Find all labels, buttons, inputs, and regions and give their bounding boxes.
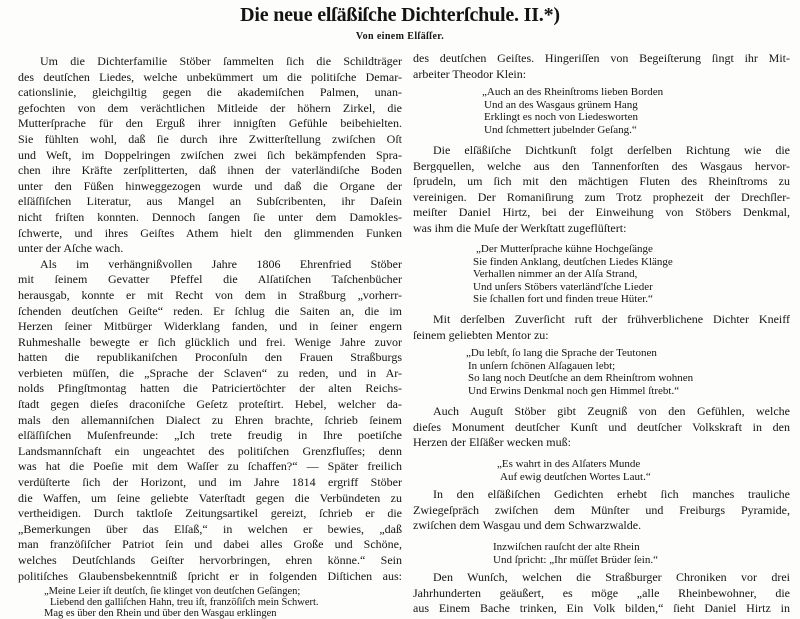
text-line: verdüſterte ſich der Horizont, und im Jahre 1814 ergriff Stöber [18,475,402,490]
verse-line: Mag es über den Rhein und über den Wasgau erklingen [44,608,277,619]
text-line: ſchenden deutſchen Geiſte“ reden. Er ſchlug die Saiten an, die im [18,303,402,318]
text-line: des deutſchen Geiſtes. Hingeriſſen von Begeiſterung ſingt ihr Mit- [413,51,790,65]
verse-line: Sie ſchallen fort und finden treue Hüter.“ [473,293,653,306]
left-column [18,54,402,584]
verse-line: Sie finden Anklang, deutſchen Liedes Klänge [473,255,673,268]
text-line: meiſter Daniel Hirtz, bei der Einweihung von Stöbers Denkmal, [413,205,790,220]
verse-block [482,86,663,136]
verse-line: So lang noch Deutſche an dem Rheinſtrom wohnen [468,372,694,385]
article-byline: Von einem Elſäſſer. [355,31,445,42]
verse-line: „Du lebſt, ſo lang die Sprache der Teutonen [466,347,657,359]
text-line: was hat die Poeſie mit dem Waſſer zu ſchaffen?“ — Später freilich [18,459,402,474]
text-line: dieſes Monument deutſcher Kunſt und deutſcher Volkskraft in den [413,419,790,434]
text-line: ſchwerte, und ihres Geiſtes Athem hielt den glimmenden Funken [18,225,402,240]
text-line: Herzen der Elſäßer wecken muß: [413,435,571,450]
text-line: Herzen ſeiner Mitbürger Widerklang fanden, und in ſeiner engern [18,319,402,334]
verse-line: Und unſers Stöbers vaterländ'ſche Lieder [473,280,653,293]
verse-line: Auf ewig deutſchen Wortes Laut.“ [500,470,651,483]
text-line: arbeiter Theodor Klein: [413,66,527,81]
verse-line: Liebend den galliſchen Hahn, treu iſt, franzöſiſch mein Schwert. [50,597,319,608]
text-line: Als im verhängnißvollen Jahre 1806 Ehrenfried Stöber [40,256,402,271]
verse-line: In unſern ſchönen Alſagauen lebt; [468,359,616,372]
text-line: Zwiegeſpräch zwiſchen dem Münſter und Freiburgs Pyramide, [413,502,790,517]
verse-block [466,347,693,397]
paragraph [413,312,790,343]
text-line: Den Wunſch, welchen die Straßburger Chroniken vor drei [433,570,790,584]
text-line: aus Einem Bache trinken, Ein Volk bilden,“ ſieht Daniel Hirtz in [413,601,790,616]
verse-line: „Auch an des Rheinſtroms lieben Borden [482,86,664,98]
text-line: chen ihre Kräfte zerſplitterten, daß ihnen der vaterländiſche Boden [18,163,402,178]
text-line: unter der Aſche wach. [18,241,124,256]
verse-block [493,541,658,566]
verse-block [497,458,651,483]
verse-block [473,243,673,306]
article-title: Die neue elſäßiſche Dichterſchule. II.*) [240,4,560,26]
verse-line: „Der Mutterſprache kühne Hochgeſänge [476,243,653,255]
text-line: Bergquellen, welche aus den Tannenforſten des Wasgaus hervor- [413,158,790,173]
text-line: vereinigen. Der Romaniſirung zum Trotz prophezeit der Drechſler- [413,189,790,204]
text-line: herausgab, konnte er mit Recht von dem in Straßburg „vorherr- [18,287,402,302]
text-line: mals den allemanniſchen Dialect zu Ehren brachte, ſchrieb ſeinem [18,412,402,427]
text-line: Mit derſelben Zuverſicht ruft der frühverblichene Dichter Kneiff [433,312,790,326]
verse-line: Erklingt es noch von Liedesworten [484,111,638,124]
text-line: Landsmannſchaft ein ungeachtet des politiſchen Grenzfluſſes; denn [18,443,402,458]
text-line: Sie fühlten wohl, daß ſie durch ihre Zwitterſtellung zwiſchen Oſt [18,131,402,146]
text-line: politiſches Glaubensbekenntniß ſpricht er in folgenden Diſtichen aus: [18,568,402,583]
verse-line: Inzwiſchen rauſcht der alte Rhein [493,541,640,553]
verse-line: Und ſchmettert jubelnder Geſang.“ [484,123,637,136]
text-line: was ihm die Muſe der Werkſtatt zugeflüſtert: [413,220,627,235]
text-line: verbieten müſſen, die „Sprache der Sclaven“ zu reden, und in Ar- [18,365,402,380]
paragraph [413,51,790,82]
text-line: Jahrhunderten geäußert, es möge „alle Rheinbewohner, die [413,585,790,600]
text-line: Auch Auguſt Stöber gibt Zeugniß von den Gefühlen, welche [433,404,790,418]
text-line: Ruhmeshalle bewegte er ſich glücklich und frei. Wenige Jahre zuvor [18,334,402,349]
paragraph [18,257,402,584]
text-line: des deutſchen Liedes, welche unbekümmert um die politiſche Demar- [18,69,402,84]
text-line: nicht friſten konnten. Dennoch ſangen ſie unter dem Damokles- [18,209,402,224]
paragraph [413,487,790,534]
verse-block [44,586,319,619]
verse-line: Und Erwins Denkmal noch gen Himmel ſtrebt.“ [468,384,680,397]
text-line: ſeinem geliebten Mentor zu: [413,327,549,342]
text-line: die Waffen, um ſeine geliebte Vaterſtadt gegen die Verbündeten zu [18,490,402,505]
text-line: gefochten von dem verächtlichen Mitleide der höhern Zirkel, die [18,100,402,115]
verse-line: „Meine Leier iſt deutſch, ſie klinget von deutſchen Geſängen; [44,586,301,597]
paragraph [413,570,790,617]
verse-line: Verhallen nimmer an der Alſa Strand, [473,268,638,281]
paragraph [413,404,790,451]
text-line: welches Deutſchlands Geiſter hervorbringen, ehren könne.“ Sein [18,553,402,567]
text-line: „Bemerkungen über das Elſaß,“ in welchen er bewies, „daß [18,521,402,536]
text-line: man franzöſiſcher Patriot ſein und dabei alles Große und Schöne, [18,537,402,552]
text-line: nolds Pfingſtmontag hatten die Patriciertöchter der alten Reichs- [18,381,402,396]
text-line: elſäſſiſchen Literatur, aus Mangel an Subſcribenten, ihr Daſein [18,194,402,209]
text-line: unter den Füßen hinweggezogen wurde und daß die Organe der [18,178,402,193]
text-line: vertheidigen. Durch taktloſe Zeitungsartikel gereizt, ſchrieb er die [18,506,402,521]
text-line: ſprudeln, um ſich mit den mächtigen Fluten des Rheinſtroms zu [413,174,790,189]
verse-line: Und an des Wasgaus grünem Hang [484,98,638,111]
text-line: Die elſäßiſche Dichtkunſt folgt derſelben Richtung wie die [433,143,790,157]
text-line: ſtadt gegen dieſes draconiſche Geſetz proteſtirt. Hebel, welcher da- [18,397,402,412]
paragraph [413,143,790,237]
text-line: cationslinie, gleichgiltig gegen die akademiſchen Palmen, unan- [18,85,402,100]
text-line: hatten die republikaniſchen Proconſuln den Frauen Straßburgs [18,350,402,365]
text-line: Um die Dichterfamilie Stöber ſammelten ſich die Schildträger [40,54,402,68]
text-line: zwiſchen dem Wasgau und dem Schwarzwalde. [413,518,642,533]
text-line: mit ſeinem Gevatter Pfeffel die Alſatiſchen Taſchenbücher [18,272,402,287]
text-line: elſäſſiſchen Muſenfreunde: „Ich trete freudig in Ihre poetiſche [18,428,402,443]
text-line: und Weſt, im Doppelringen zwiſchen zwei ſich bekämpfenden Spra- [18,147,402,162]
verse-line: Und ſpricht: „Ihr müſſet Brüder ſein.“ [493,553,658,566]
verse-line: „Es wahrt in des Alſaters Munde [497,458,641,470]
paragraph [18,54,402,257]
text-line: In den elſäßiſchen Gedichten erhebt ſich manches trauliche [433,487,790,501]
text-line: Mutterſprache für den Erguß ihrer innigſten Gefühle beibehielten. [18,116,402,131]
